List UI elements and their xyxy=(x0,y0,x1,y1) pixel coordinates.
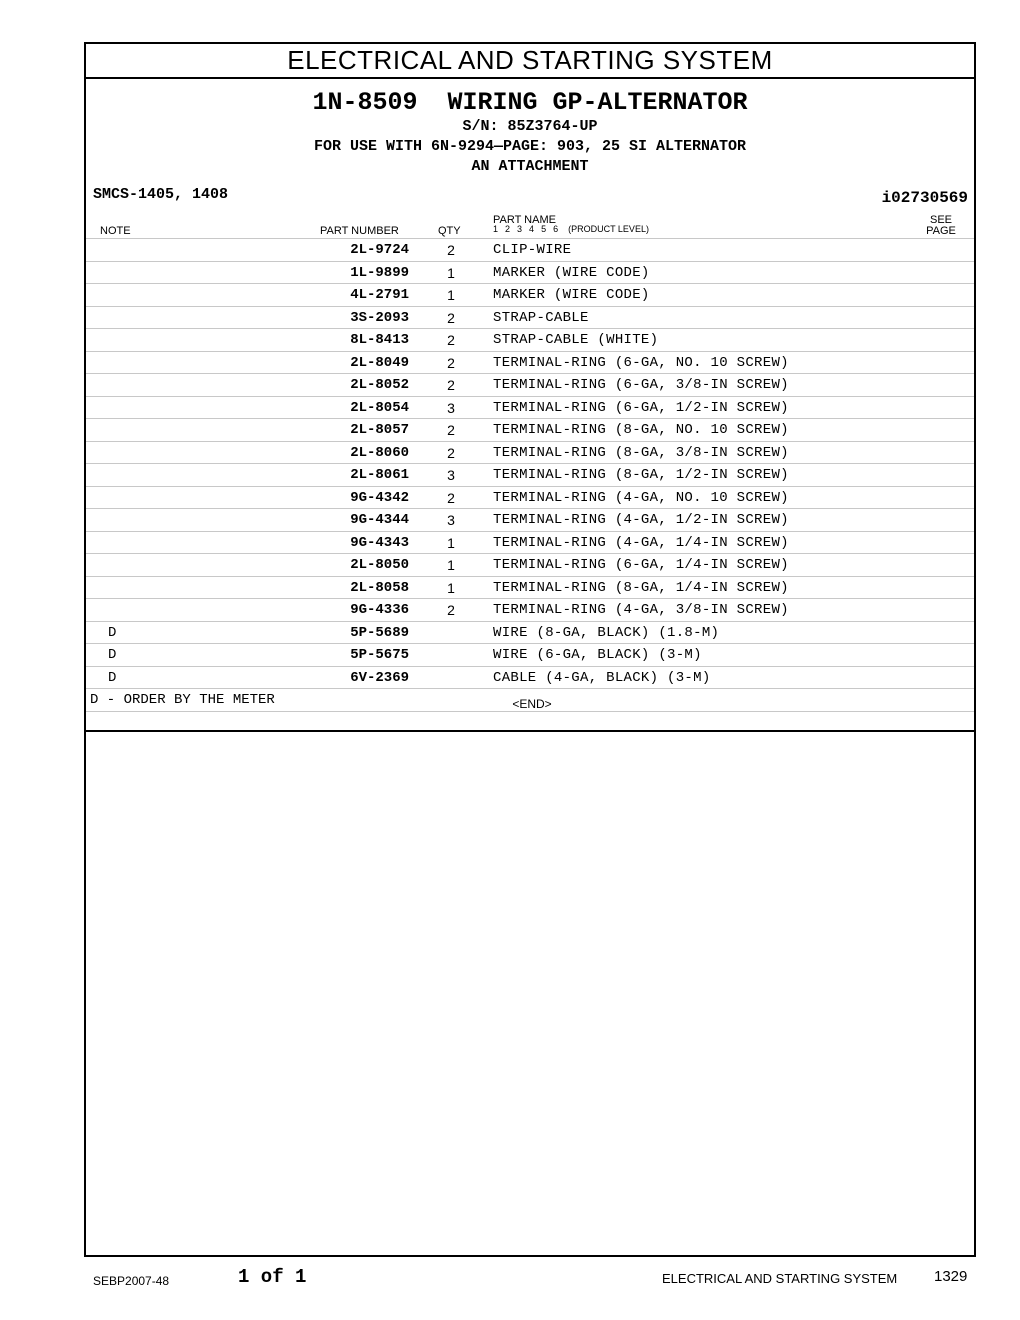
level-3: 3 xyxy=(517,224,523,234)
table-row xyxy=(86,328,974,351)
serial-number: S/N: 85Z3764-UP xyxy=(462,118,598,135)
level-4: 4 xyxy=(529,224,535,234)
row-part-number: 2L-8049 xyxy=(350,354,409,371)
group-title: 1N-8509 WIRING GP-ALTERNATOR xyxy=(312,88,748,117)
table-row xyxy=(86,238,974,261)
table-row xyxy=(86,396,974,419)
row-part-name: TERMINAL-RING (8-GA, 1/2-IN SCREW) xyxy=(493,467,789,483)
row-part-name: STRAP-CABLE xyxy=(493,309,589,326)
row-qty: 3 xyxy=(447,467,455,483)
table-row xyxy=(86,508,974,531)
row-part-name: MARKER (WIRE CODE) xyxy=(493,287,650,303)
row-part-number: 2L-8050 xyxy=(350,557,409,573)
row-note: D xyxy=(108,647,117,663)
illustration-id: i02730569 xyxy=(881,189,968,207)
row-part-number: 8L-8413 xyxy=(350,332,409,348)
header-see: SEE xyxy=(929,214,952,226)
table-row xyxy=(86,283,974,306)
row-part-name: CABLE (4-GA, BLACK) (3-M) xyxy=(493,669,711,686)
attachment-label: AN ATTACHMENT xyxy=(471,158,589,175)
row-part-number: 2L-9724 xyxy=(350,242,409,258)
table-row xyxy=(86,306,974,329)
row-part-name: TERMINAL-RING (6-GA, 1/4-IN SCREW) xyxy=(493,557,789,573)
row-part-name: TERMINAL-RING (6-GA, 1/2-IN SCREW) xyxy=(493,399,789,416)
row-part-name: TERMINAL-RING (4-GA, NO. 10 SCREW) xyxy=(493,489,789,506)
row-part-name: CLIP-WIRE xyxy=(493,242,572,258)
footer-doc-id: SEBP2007-48 xyxy=(93,1274,170,1288)
footer-page-of: 1 of 1 xyxy=(238,1266,307,1288)
row-part-name: TERMINAL-RING (4-GA, 1/2-IN SCREW) xyxy=(493,512,789,528)
row-qty: 1 xyxy=(447,287,455,303)
row-qty: 3 xyxy=(447,512,455,528)
row-part-number: 2L-8054 xyxy=(350,399,409,416)
row-part-name: STRAP-CABLE (WHITE) xyxy=(493,332,659,348)
row-qty: 2 xyxy=(447,309,455,326)
row-qty: 2 xyxy=(447,242,455,258)
end-marker xyxy=(86,697,974,711)
header-part-name: PART NAME xyxy=(493,214,556,226)
footer-system: ELECTRICAL AND STARTING SYSTEM xyxy=(662,1271,898,1286)
header-qty: QTY xyxy=(438,225,461,237)
row-note: D xyxy=(108,624,117,641)
row-part-number: 9G-4343 xyxy=(350,534,409,551)
row-part-number: 9G-4344 xyxy=(350,512,409,528)
row-part-name: TERMINAL-RING (8-GA, 3/8-IN SCREW) xyxy=(493,444,789,461)
level-6: 6 xyxy=(553,224,559,234)
table-row xyxy=(86,598,974,621)
footnote-text: D - ORDER BY THE METER xyxy=(90,692,275,708)
section-divider xyxy=(86,730,974,732)
row-part-name: TERMINAL-RING (6-GA, NO. 10 SCREW) xyxy=(493,354,789,371)
table-row xyxy=(86,553,974,576)
row-part-number: 2L-8057 xyxy=(350,422,409,438)
row-part-name: WIRE (6-GA, BLACK) (3-M) xyxy=(493,647,702,663)
row-part-number: 3S-2093 xyxy=(350,309,409,326)
row-qty: 2 xyxy=(447,332,455,348)
row-part-name: TERMINAL-RING (4-GA, 3/8-IN SCREW) xyxy=(493,602,789,618)
row-qty: 2 xyxy=(447,489,455,506)
row-part-number: 4L-2791 xyxy=(350,287,409,303)
row-qty: 2 xyxy=(447,444,455,461)
row-part-number: 1L-9899 xyxy=(350,264,409,281)
row-part-number: 5P-5675 xyxy=(350,647,409,663)
parts-page-frame xyxy=(84,42,976,1257)
table-row xyxy=(86,621,974,644)
row-part-number: 2L-8052 xyxy=(350,377,409,393)
row-qty: 1 xyxy=(447,264,455,281)
row-qty: 2 xyxy=(447,354,455,371)
row-part-name: TERMINAL-RING (6-GA, 3/8-IN SCREW) xyxy=(493,377,789,393)
row-qty: 3 xyxy=(447,399,455,416)
row-part-name: WIRE (8-GA, BLACK) (1.8-M) xyxy=(493,624,720,641)
table-row xyxy=(86,261,974,284)
footer-page-number: 1329 xyxy=(934,1268,968,1285)
table-row xyxy=(86,463,974,486)
row-part-number: 2L-8060 xyxy=(350,444,409,461)
system-title: ELECTRICAL AND STARTING SYSTEM xyxy=(86,44,974,79)
smcs-code: SMCS-1405, 1408 xyxy=(93,186,229,203)
parts-table xyxy=(86,238,974,712)
header-part-number: PART NUMBER xyxy=(320,225,399,237)
row-part-number: 2L-8058 xyxy=(350,579,409,596)
table-row xyxy=(86,486,974,509)
row-part-number: 9G-4342 xyxy=(350,489,409,506)
table-row xyxy=(86,576,974,599)
end-marker-text: <END> xyxy=(512,697,552,711)
table-row xyxy=(86,441,974,464)
row-note: D xyxy=(108,669,117,686)
table-row xyxy=(86,373,974,396)
row-part-number: 5P-5689 xyxy=(350,624,409,641)
table-row xyxy=(86,531,974,554)
row-qty: 1 xyxy=(447,579,455,596)
row-part-name: TERMINAL-RING (8-GA, 1/4-IN SCREW) xyxy=(493,579,789,596)
level-2: 2 xyxy=(505,224,511,234)
table-row xyxy=(86,351,974,374)
row-qty: 2 xyxy=(447,377,455,393)
row-part-number: 6V-2369 xyxy=(350,669,409,686)
row-qty: 1 xyxy=(447,557,455,573)
row-qty: 1 xyxy=(447,534,455,551)
level-1: 1 xyxy=(493,224,499,234)
header-levels xyxy=(493,224,656,235)
table-row xyxy=(86,418,974,441)
for-use-with: FOR USE WITH 6N-9294—PAGE: 903, 25 SI ALTERNATOR xyxy=(313,138,747,155)
row-part-name: TERMINAL-RING (8-GA, NO. 10 SCREW) xyxy=(493,422,789,438)
header-product-level: (PRODUCT LEVEL) xyxy=(568,224,649,234)
header-page: PAGE xyxy=(926,225,956,237)
header-note: NOTE xyxy=(100,225,131,237)
table-row xyxy=(86,643,974,666)
row-qty: 2 xyxy=(447,422,455,438)
row-qty: 2 xyxy=(447,602,455,618)
row-part-name: MARKER (WIRE CODE) xyxy=(493,264,650,281)
level-5: 5 xyxy=(541,224,547,234)
row-part-number: 2L-8061 xyxy=(350,467,409,483)
table-row xyxy=(86,666,974,689)
row-part-name: TERMINAL-RING (4-GA, 1/4-IN SCREW) xyxy=(493,534,789,551)
row-part-number: 9G-4336 xyxy=(350,602,409,618)
